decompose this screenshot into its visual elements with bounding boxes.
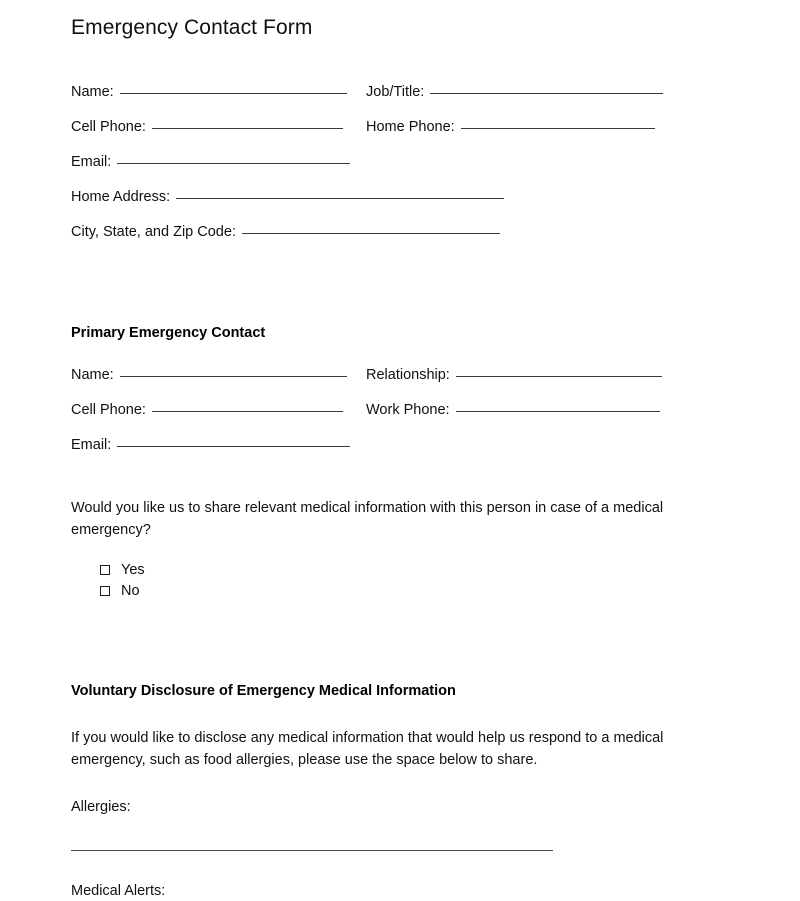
contact-cell-phone-field[interactable] (71, 400, 366, 420)
city-state-zip-input-rule[interactable] (242, 233, 500, 234)
checkbox-icon[interactable] (100, 565, 110, 575)
home-phone-input-rule[interactable] (461, 128, 655, 129)
contact-email-field[interactable] (71, 435, 729, 455)
relationship-input-rule[interactable] (456, 376, 662, 377)
page-title: Emergency Contact Form (71, 16, 313, 39)
contact-name-label: Name: (71, 367, 114, 383)
field-row (71, 222, 729, 257)
consent-option-yes[interactable] (100, 559, 729, 580)
name-input-rule[interactable] (120, 93, 347, 94)
voluntary-disclosure-section (71, 681, 729, 901)
contact-email-input-rule[interactable] (117, 446, 350, 447)
consent-question: Would you like us to share relevant medical information with this person in case of a medical emergency? (71, 500, 664, 538)
field-row (71, 82, 729, 117)
field-row (71, 187, 729, 222)
email-input-rule[interactable] (117, 163, 350, 164)
relationship-label: Relationship: (366, 367, 450, 383)
job-title-input-rule[interactable] (430, 93, 663, 94)
email-label: Email: (71, 154, 112, 170)
email-field[interactable] (71, 152, 729, 172)
primary-contact-section (71, 323, 729, 601)
work-phone-label: Work Phone: (366, 402, 450, 418)
contact-name-field[interactable] (71, 365, 366, 385)
work-phone-field[interactable] (366, 400, 729, 420)
city-state-zip-label: City, State, and Zip Code: (71, 224, 236, 240)
home-address-input-rule[interactable] (176, 198, 504, 199)
relationship-field[interactable] (366, 365, 729, 385)
job-title-field[interactable] (366, 82, 729, 102)
field-row (71, 365, 729, 400)
consent-options (71, 559, 729, 601)
checkbox-icon[interactable] (100, 586, 110, 596)
medical-alerts-label: Medical Alerts: (71, 883, 166, 899)
consent-option-no[interactable] (100, 580, 729, 601)
allergies-label: Allergies: (71, 799, 131, 815)
field-row (71, 400, 729, 435)
city-state-zip-field[interactable] (71, 222, 729, 242)
cell-phone-input-rule[interactable] (152, 128, 343, 129)
field-row (71, 152, 729, 187)
contact-cell-phone-input-rule[interactable] (152, 411, 343, 412)
voluntary-disclosure-instructions: If you would like to disclose any medical information that would help us respond to a medical emergency, such as food allergies, please use the space below to share. (71, 730, 664, 768)
name-label: Name: (71, 84, 114, 100)
home-address-field[interactable] (71, 187, 729, 207)
name-field[interactable] (71, 82, 366, 102)
consent-option-yes-label: Yes (121, 561, 145, 578)
allergies-input-rule[interactable] (71, 850, 553, 851)
cell-phone-label: Cell Phone: (71, 119, 146, 135)
contact-email-label: Email: (71, 437, 112, 453)
home-phone-label: Home Phone: (366, 119, 455, 135)
personal-info-section (71, 82, 729, 257)
field-row (71, 117, 729, 152)
field-row (71, 435, 729, 470)
contact-cell-phone-label: Cell Phone: (71, 402, 146, 418)
voluntary-disclosure-heading: Voluntary Disclosure of Emergency Medical Information (71, 683, 456, 699)
consent-option-no-label: No (121, 582, 140, 599)
primary-contact-heading: Primary Emergency Contact (71, 325, 266, 341)
home-address-label: Home Address: (71, 189, 171, 205)
contact-name-input-rule[interactable] (120, 376, 347, 377)
cell-phone-field[interactable] (71, 117, 366, 137)
home-phone-field[interactable] (366, 117, 729, 137)
work-phone-input-rule[interactable] (456, 411, 660, 412)
job-title-label: Job/Title: (366, 84, 425, 100)
primary-contact-fields (71, 365, 729, 470)
